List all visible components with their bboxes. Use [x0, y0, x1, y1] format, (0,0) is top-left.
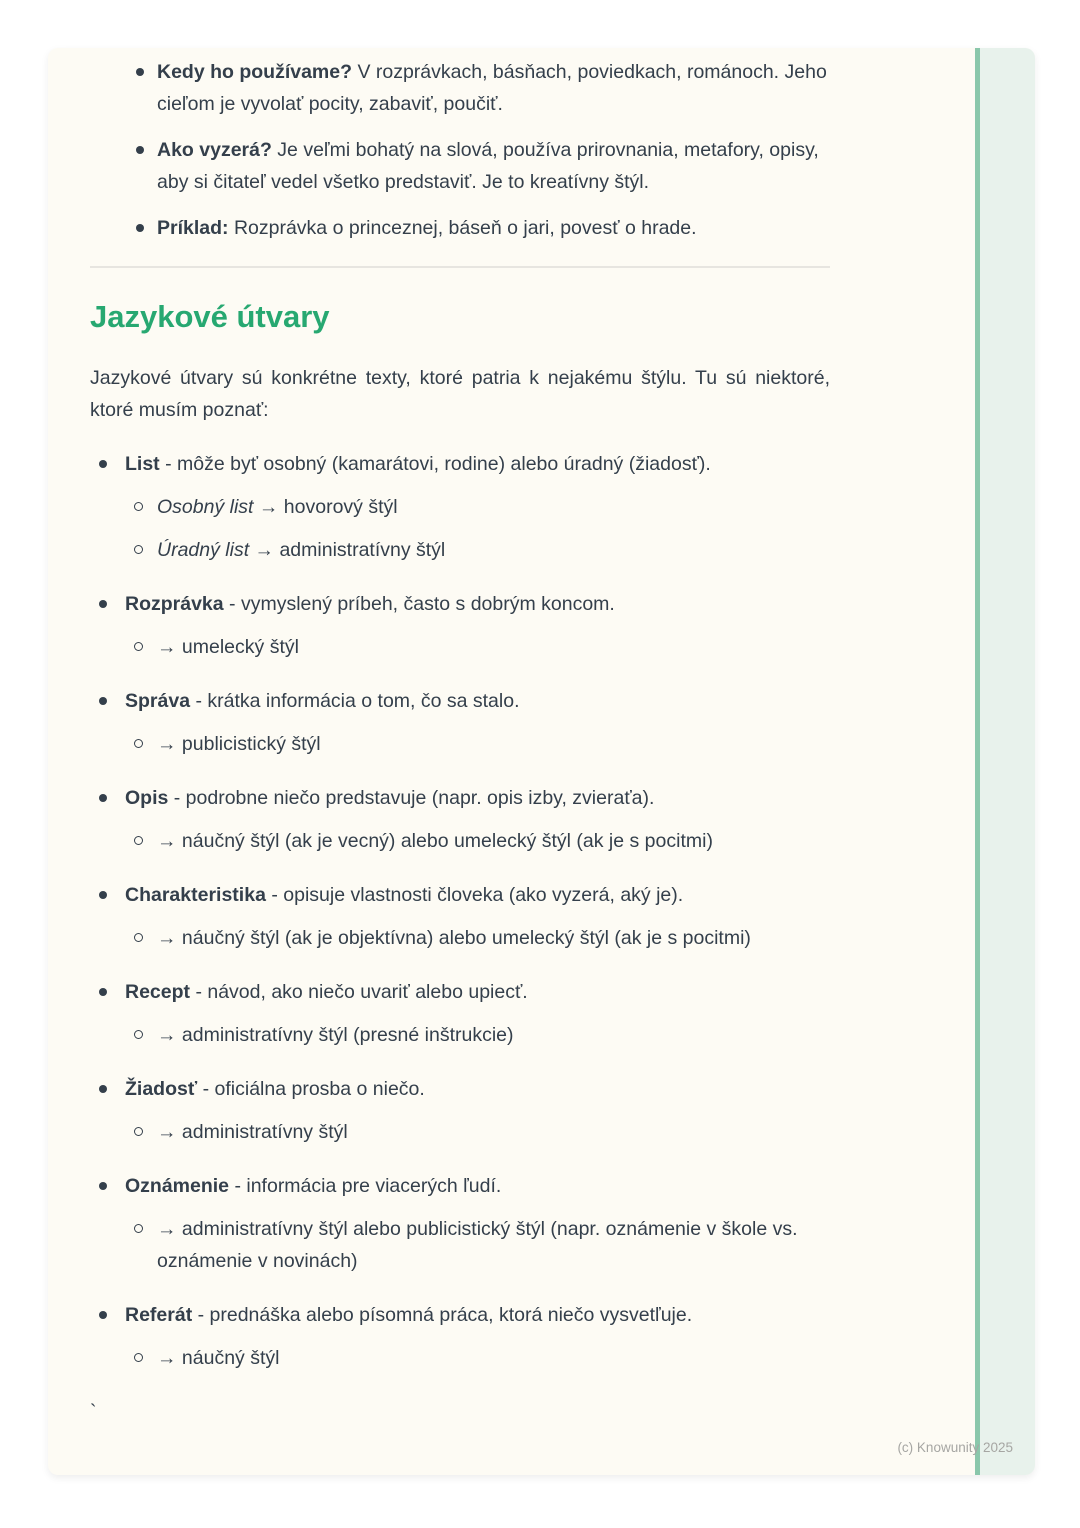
- page-title: Jazykové útvary: [90, 299, 330, 334]
- sub-list: [125, 1213, 830, 1277]
- list-item-desc: - prednáška alebo písomná práca, ktorá niečo vysvetľuje.: [192, 1304, 693, 1326]
- footer-copyright: (c) Knowunity 2025: [897, 1440, 1013, 1455]
- list-item-desc: - návod, ako niečo uvariť alebo upiecť.: [190, 981, 528, 1003]
- list-item-desc: - opisuje vlastnosti človeka (ako vyzerá, aký je).: [265, 884, 684, 906]
- sub-list: [125, 1116, 830, 1148]
- sub-item-text: → náučný štýl (ak je vecný) alebo umelecký štýl (ak je s pocitmi): [157, 830, 713, 852]
- sub-item-text: → administratívny štýl: [157, 1121, 348, 1143]
- sub-item-emphasis: Osobný list: [157, 496, 254, 518]
- sub-list: [125, 1342, 830, 1374]
- sub-list-item: [125, 1019, 830, 1051]
- list-item-desc: - môže byť osobný (kamarátovi, rodine) alebo úradný (žiadosť).: [159, 453, 711, 475]
- sub-item-text: → administratívny štýl alebo publicistický štýl (napr. oznámenie v škole vs. oznámenie v novinách): [157, 1218, 798, 1272]
- list-item-term: Správa: [125, 690, 191, 712]
- style-properties-list: [90, 56, 830, 244]
- sub-list: [125, 922, 830, 954]
- sub-list: [125, 1019, 830, 1051]
- list-item-term: Rozprávka: [125, 593, 224, 615]
- sub-item-text: → administratívny štýl (presné inštrukcie): [157, 1024, 514, 1046]
- list-item-desc: - podrobne niečo predstavuje (napr. opis izby, zvieraťa).: [168, 787, 655, 809]
- sub-list-item: [125, 1342, 830, 1374]
- list-item: [90, 1073, 830, 1148]
- sub-item-text: → náučný štýl: [157, 1347, 280, 1369]
- sub-list: [125, 491, 830, 566]
- sub-list: [125, 825, 830, 857]
- list-item-desc: - informácia pre viacerých ľudí.: [229, 1175, 502, 1197]
- list-item: [90, 782, 830, 857]
- list-item: [90, 56, 830, 120]
- list-item: [90, 879, 830, 954]
- sub-list-item: [125, 922, 830, 954]
- sub-list-item: [125, 1213, 830, 1277]
- accent-stripe-panel: [980, 48, 1035, 1475]
- list-item: [90, 685, 830, 760]
- list-item-term: Referát: [125, 1304, 193, 1326]
- list-item-term: Opis: [125, 787, 169, 809]
- list-item-lead: Ako vyzerá?: [157, 139, 272, 161]
- list-item-term: Charakteristika: [125, 884, 266, 906]
- sub-list-item: [125, 1116, 830, 1148]
- sub-item-text: → administratívny štýl: [249, 539, 446, 561]
- sub-item-text: → náučný štýl (ak je objektívna) alebo umelecký štýl (ak je s pocitmi): [157, 927, 751, 949]
- sub-item-text: → publicistický štýl: [157, 733, 321, 755]
- list-item: [90, 588, 830, 663]
- list-item-text: Je veľmi bohatý na slová, používa prirovnania, metafory, opisy, aby si čitateľ vedel všetko predstaviť. Je to kreatívny štýl.: [157, 139, 819, 193]
- sub-item-text: → umelecký štýl: [157, 636, 299, 658]
- list-item-text: V rozprávkach, básňach, poviedkach, románoch. Jeho cieľom je vyvolať pocity, zabaviť, poučiť.: [157, 61, 827, 115]
- sub-list: [125, 631, 830, 663]
- list-item: [90, 1170, 830, 1277]
- sub-list-item: [125, 491, 830, 523]
- section-divider: [90, 266, 830, 268]
- sub-list-item: [125, 534, 830, 566]
- sub-list-item: [125, 728, 830, 760]
- list-item-desc: - krátka informácia o tom, čo sa stalo.: [190, 690, 520, 712]
- list-item: [90, 1299, 830, 1374]
- list-item-term: Recept: [125, 981, 191, 1003]
- sub-list: [125, 728, 830, 760]
- list-item-desc: - oficiálna prosba o niečo.: [197, 1078, 425, 1100]
- list-item-lead: Kedy ho používame?: [157, 61, 353, 83]
- sub-list-item: [125, 631, 830, 663]
- list-item-term: List: [125, 453, 160, 475]
- list-item-term: Žiadosť: [125, 1078, 198, 1100]
- list-item: [90, 134, 830, 198]
- list-item-lead: Príklad:: [157, 217, 229, 239]
- document-page-card: [48, 48, 1035, 1475]
- list-item: [90, 212, 830, 244]
- stray-backtick: `: [90, 1401, 97, 1423]
- list-item-term: Oznámenie: [125, 1175, 230, 1197]
- sub-list-item: [125, 825, 830, 857]
- sub-item-emphasis: Úradný list: [157, 539, 250, 561]
- sub-item-text: → hovorový štýl: [253, 496, 398, 518]
- list-item: [90, 448, 830, 566]
- language-forms-list: [90, 448, 830, 1374]
- list-item: [90, 976, 830, 1051]
- intro-paragraph: Jazykové útvary sú konkrétne texty, ktoré patria k nejakému štýlu. Tu sú niektoré, ktoré musím poznať:: [90, 367, 830, 421]
- page-content: [90, 48, 830, 1428]
- list-item-text: Rozprávka o princeznej, báseň o jari, povesť o hrade.: [228, 217, 697, 239]
- list-item-desc: - vymyslený príbeh, často s dobrým koncom.: [223, 593, 615, 615]
